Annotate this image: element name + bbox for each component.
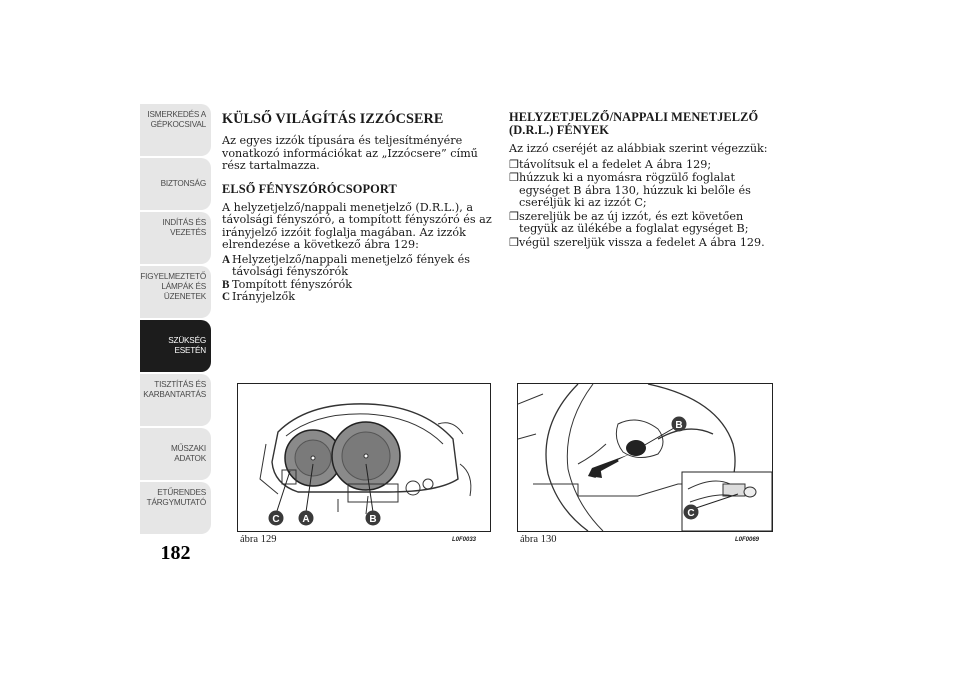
legend-list: [222, 254, 494, 304]
tab-figyelmezteto[interactable]: FIGYELMEZTETŐ LÁMPÁK ÉS ÜZENETEK: [140, 266, 211, 318]
figure-129-code: L0F0033: [452, 537, 477, 543]
legend-text: Helyzetjelző/nappali menetjelző fények és távolsági fényszórók: [232, 252, 470, 278]
intro-paragraph: Az izzó cseréjét az alábbiak szerint végezzük:: [509, 142, 768, 155]
figure-130-code: L0F0069: [735, 537, 760, 543]
section-heading: HELYZETJELZŐ/NAPPALI MENETJELZŐ (D.R.L.) FÉNYEK: [509, 110, 759, 137]
body-paragraph: A helyzetjelző/nappali menetjelző (D.R.L.), a távolsági fényszóró, a tompított fényszóró és az irányjelző izzóit foglalja magában. Az izzók elrendezése a következő ábra 129:: [222, 200, 492, 251]
checkbox-bullet-icon: ❒: [509, 235, 519, 249]
legend-letter: A: [222, 253, 231, 266]
right-column: [509, 111, 779, 250]
svg-text:A: A: [302, 514, 310, 525]
svg-text:B: B: [675, 420, 683, 431]
step-text: végül szereljük vissza a fedelet A ábra 129.: [519, 235, 765, 249]
step-text: távolítsuk el a fedelet A ábra 129;: [519, 157, 712, 171]
tab-label: SZÜKSÉG ESETÉN: [168, 336, 206, 355]
intro-paragraph: Az egyes izzók típusára és teljesítményére vonatkozó információkat az „Izzócsere” című rész tartalmazza.: [222, 134, 478, 172]
left-column: [222, 111, 494, 304]
label-badge-b: [672, 417, 687, 432]
subsection-heading: ELSŐ FÉNYSZÓRÓCSOPORT: [222, 181, 397, 196]
tab-label: BIZTONSÁG: [160, 179, 206, 188]
step-item: [509, 172, 779, 210]
label-badge-c: [269, 511, 284, 526]
tab-tisztitas[interactable]: TISZTÍTÁS ÉS KARBANTARTÁS: [140, 374, 211, 426]
tab-targymutato[interactable]: ETŰRENDES TÁRGYMUTATÓ: [140, 482, 211, 534]
label-badge-c: [684, 505, 699, 520]
tab-inditas[interactable]: INDÍTÁS ÉS VEZETÉS: [140, 212, 211, 264]
sidebar-nav: [140, 104, 211, 536]
legend-text: Tompított fényszórók: [232, 277, 352, 291]
legend-letter: B: [222, 278, 230, 291]
figure-129-labels: [238, 384, 490, 531]
label-badge-b: [366, 511, 381, 526]
tab-szukseg-eseten[interactable]: [140, 320, 211, 372]
step-text: szereljük be az új izzót, és ezt követően tegyük az ülékébe a foglalat egységet B;: [519, 209, 749, 235]
tab-label: MŰSZAKI ADATOK: [171, 444, 206, 463]
figure-130-caption: ábra 130: [520, 534, 557, 545]
tab-muszaki-adatok[interactable]: [140, 428, 211, 480]
legend-text: Irányjelzők: [232, 290, 296, 303]
tab-ismerkedes[interactable]: ISMERKEDÉS A GÉPKOCSIVAL: [140, 104, 211, 156]
checkbox-bullet-icon: ❒: [509, 157, 519, 171]
step-item: [509, 237, 779, 250]
svg-text:C: C: [272, 514, 280, 525]
legend-item: [222, 291, 494, 304]
label-badge-a: [299, 511, 314, 526]
figure-129-caption: ábra 129: [240, 534, 277, 545]
figure-130-labels: [518, 384, 772, 531]
svg-text:B: B: [369, 514, 377, 525]
step-item: [509, 159, 779, 172]
section-heading: KÜLSŐ VILÁGÍTÁS IZZÓCSERE: [222, 111, 444, 127]
tab-biztonsag[interactable]: [140, 158, 211, 210]
figure-129-headlamp: [237, 383, 491, 532]
page-number: 182: [160, 542, 191, 564]
figure-130-bulb-socket: [517, 383, 773, 532]
steps-list: [509, 159, 779, 250]
svg-text:C: C: [687, 508, 695, 519]
checkbox-bullet-icon: ❒: [509, 171, 519, 184]
legend-letter: C: [222, 291, 231, 303]
checkbox-bullet-icon: ❒: [509, 209, 519, 223]
step-item: [509, 211, 779, 236]
step-text: húzzuk ki a nyomásra rögzülő foglalat egységet B ábra 130, húzzuk ki belőle és cseréljük ki az izzót C;: [519, 171, 751, 209]
legend-item: [222, 254, 494, 279]
